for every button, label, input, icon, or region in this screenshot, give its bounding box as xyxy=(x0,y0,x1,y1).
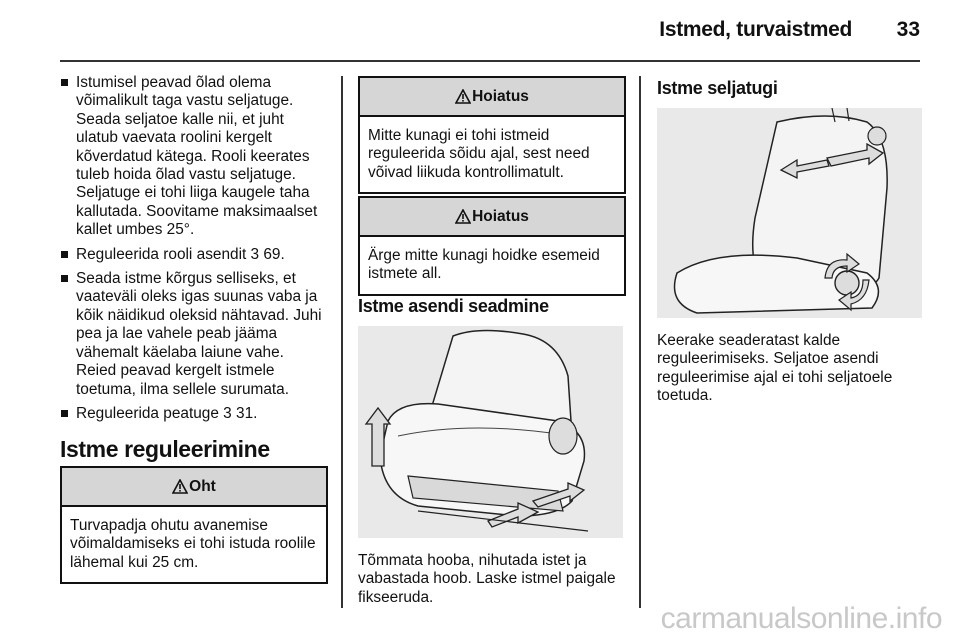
list-item: Istumisel peavad õlad olema võimalikult taga vastu seljatuge. Seada seljatoe kalle nii, et juht ulatub vaevata roolini kergelt kõverdatud kätega. Rooli keerates tuleb hoida õlad vastu seljatuge. Seljatuge ei tohi liiga kaugele taha kallutada. Soovitame maksimaalset kallet umbes 25°. xyxy=(60,74,328,240)
warning-title: Hoiatus xyxy=(472,88,529,105)
list-item: Seada istme kõrgus selliseks, et vaateväli oleks igas suunas vaba ja kõik näidikud oleksid nähtavad. Juhi pea ja lae vahele peab jääma vähemalt käelaba laiune vahe. Reied peavad kergelt istmele toetuma, ilma sellele surumata. xyxy=(60,270,328,399)
column-divider-2 xyxy=(639,76,641,608)
caption: Tõmmata hooba, nihutada istet ja vabastada hoob. Laske istmel paigale fikseeruda. xyxy=(358,552,616,606)
seat-adjust-lever-icon xyxy=(358,326,623,538)
warning-header xyxy=(360,78,624,117)
list-item: Reguleerida peatuge 3 31. xyxy=(60,405,328,423)
warning-header xyxy=(360,198,624,237)
page-number: 33 xyxy=(896,18,920,41)
warning-triangle-icon xyxy=(455,201,471,238)
watermark: carmanualsonline.info xyxy=(660,602,942,635)
warning-text: Ärge mitte kunagi hoidke esemeid istmete all. xyxy=(368,247,600,283)
caption: Keerake seaderatast kalde reguleerimiseks. Seljatoe asendi reguleerimise ajal ei tohi seljatoele toetuda. xyxy=(657,332,893,405)
warning-box-1 xyxy=(358,76,626,194)
section-heading: Istme reguleerimine xyxy=(60,436,270,462)
subheading: Istme seljatugi xyxy=(657,78,778,98)
notice-text: Turvapadja ohutu avanemise võimaldamiseks ei tohi istuda roolile lähemal kui 25 cm. xyxy=(70,517,316,571)
header-title: Istmed, turvaistmed xyxy=(659,18,852,41)
warning-title: Hoiatus xyxy=(472,208,529,225)
warning-triangle-icon xyxy=(172,471,188,508)
backrest-illustration xyxy=(657,108,922,318)
backrest-adjust-wheel-icon xyxy=(657,108,922,318)
bullet-list xyxy=(60,74,328,429)
header-divider xyxy=(60,60,920,62)
notice-header xyxy=(62,468,326,507)
danger-notice-box xyxy=(60,466,328,584)
column-divider-1 xyxy=(341,76,343,608)
notice-title: Oht xyxy=(189,478,216,495)
subheading: Istme asendi seadmine xyxy=(358,296,549,316)
seat-position-illustration xyxy=(358,326,623,538)
warning-triangle-icon xyxy=(455,81,471,118)
warning-box-2 xyxy=(358,196,626,296)
list-item: Reguleerida rooli asendit 3 69. xyxy=(60,246,328,264)
warning-text: Mitte kunagi ei tohi istmeid reguleerida sõidu ajal, sest need võivad liikuda kontrollimatult. xyxy=(368,127,590,181)
